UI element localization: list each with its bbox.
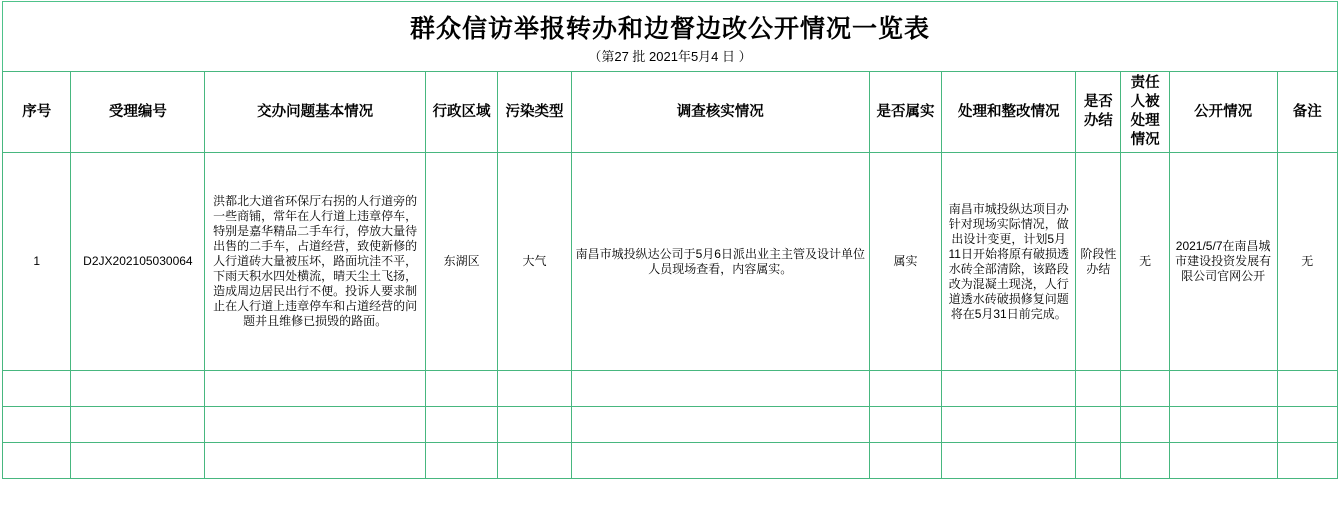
cell-pollution-type: 大气 bbox=[498, 153, 571, 371]
cell-handling bbox=[942, 371, 1076, 407]
column-header-handling: 处理和整改情况 bbox=[942, 72, 1076, 153]
document-page bbox=[0, 1, 1340, 508]
cell-pollution-type bbox=[498, 371, 571, 407]
cell-handling bbox=[942, 407, 1076, 443]
table-row bbox=[3, 443, 1338, 479]
cell-publicity bbox=[1169, 407, 1277, 443]
column-header-remark: 备注 bbox=[1277, 72, 1338, 153]
cell-remark bbox=[1277, 371, 1338, 407]
page-title: 群众信访举报转办和边督边改公开情况一览表 bbox=[409, 15, 930, 43]
table-header-row bbox=[3, 72, 1338, 153]
cell-closed bbox=[1076, 407, 1121, 443]
column-header-person-handled: 责任人被处理情况 bbox=[1121, 72, 1169, 153]
cell-publicity bbox=[1169, 371, 1277, 407]
column-header-code: 受理编号 bbox=[71, 72, 205, 153]
cell-publicity: 2021/5/7在南昌城市建设投资发展有限公司官网公开 bbox=[1169, 153, 1277, 371]
cell-is-true bbox=[869, 407, 941, 443]
cell-person-handled: 无 bbox=[1121, 153, 1169, 371]
cell-is-true bbox=[869, 371, 941, 407]
column-header-closed: 是否办结 bbox=[1076, 72, 1121, 153]
cell-closed bbox=[1076, 443, 1121, 479]
cell-region: 东湖区 bbox=[425, 153, 497, 371]
cell-seq bbox=[3, 443, 71, 479]
column-header-pollution-type: 污染类型 bbox=[498, 72, 571, 153]
cell-seq: 1 bbox=[3, 153, 71, 371]
cell-is-true bbox=[869, 443, 941, 479]
cell-investigation: 南昌市城投纵达公司于5月6日派出业主主管及设计单位人员现场查看，内容属实。 bbox=[571, 153, 869, 371]
cell-handling: 南昌市城投纵达项目办针对现场实际情况，做出设计变更，计划5月11日开始将原有破损透水砖全部清除，该路段改为混凝土现浇，人行道透水砖破损修复问题将在5月31日前完成。 bbox=[942, 153, 1076, 371]
cell-code: D2JX202105030064 bbox=[71, 153, 205, 371]
cell-person-handled bbox=[1121, 407, 1169, 443]
column-header-publicity: 公开情况 bbox=[1169, 72, 1277, 153]
table-row bbox=[3, 153, 1338, 371]
cell-is-true: 属实 bbox=[869, 153, 941, 371]
cell-handling bbox=[942, 443, 1076, 479]
cell-publicity bbox=[1169, 443, 1277, 479]
cell-description bbox=[205, 443, 425, 479]
cell-investigation bbox=[571, 407, 869, 443]
column-header-region: 行政区域 bbox=[425, 72, 497, 153]
column-header-seq: 序号 bbox=[3, 72, 71, 153]
cell-region bbox=[425, 371, 497, 407]
cell-description bbox=[205, 371, 425, 407]
cell-closed: 阶段性办结 bbox=[1076, 153, 1121, 371]
cell-person-handled bbox=[1121, 371, 1169, 407]
cell-remark: 无 bbox=[1277, 153, 1338, 371]
column-header-description: 交办问题基本情况 bbox=[205, 72, 425, 153]
cell-code bbox=[71, 443, 205, 479]
cell-seq bbox=[3, 371, 71, 407]
cell-region bbox=[425, 443, 497, 479]
cell-pollution-type bbox=[498, 407, 571, 443]
cell-code bbox=[71, 407, 205, 443]
complaint-table bbox=[2, 71, 1338, 479]
title-block bbox=[2, 1, 1338, 71]
cell-remark bbox=[1277, 407, 1338, 443]
cell-investigation bbox=[571, 371, 869, 407]
cell-person-handled bbox=[1121, 443, 1169, 479]
cell-region bbox=[425, 407, 497, 443]
page-subtitle: （第27 批 2021年5月4 日 ） bbox=[588, 49, 752, 64]
cell-seq bbox=[3, 407, 71, 443]
table-row bbox=[3, 407, 1338, 443]
cell-closed bbox=[1076, 371, 1121, 407]
cell-remark bbox=[1277, 443, 1338, 479]
column-header-is-true: 是否属实 bbox=[869, 72, 941, 153]
cell-description bbox=[205, 407, 425, 443]
cell-code bbox=[71, 371, 205, 407]
column-header-investigation: 调查核实情况 bbox=[571, 72, 869, 153]
cell-description: 洪都北大道省环保厅右拐的人行道旁的一些商铺，常年在人行道上违章停车，特别是嘉华精品二手车行，停放大量待出售的二手车，占道经营，致使新修的人行道砖大量被压坏，路面坑洼不平，下雨天积水四处横流，晴天尘土飞扬，造成周边居民出行不便。投诉人要求制止在人行道上违章停车和占道经营的问题并且维修已损毁的路面。 bbox=[205, 153, 425, 371]
table-row bbox=[3, 371, 1338, 407]
cell-pollution-type bbox=[498, 443, 571, 479]
cell-investigation bbox=[571, 443, 869, 479]
